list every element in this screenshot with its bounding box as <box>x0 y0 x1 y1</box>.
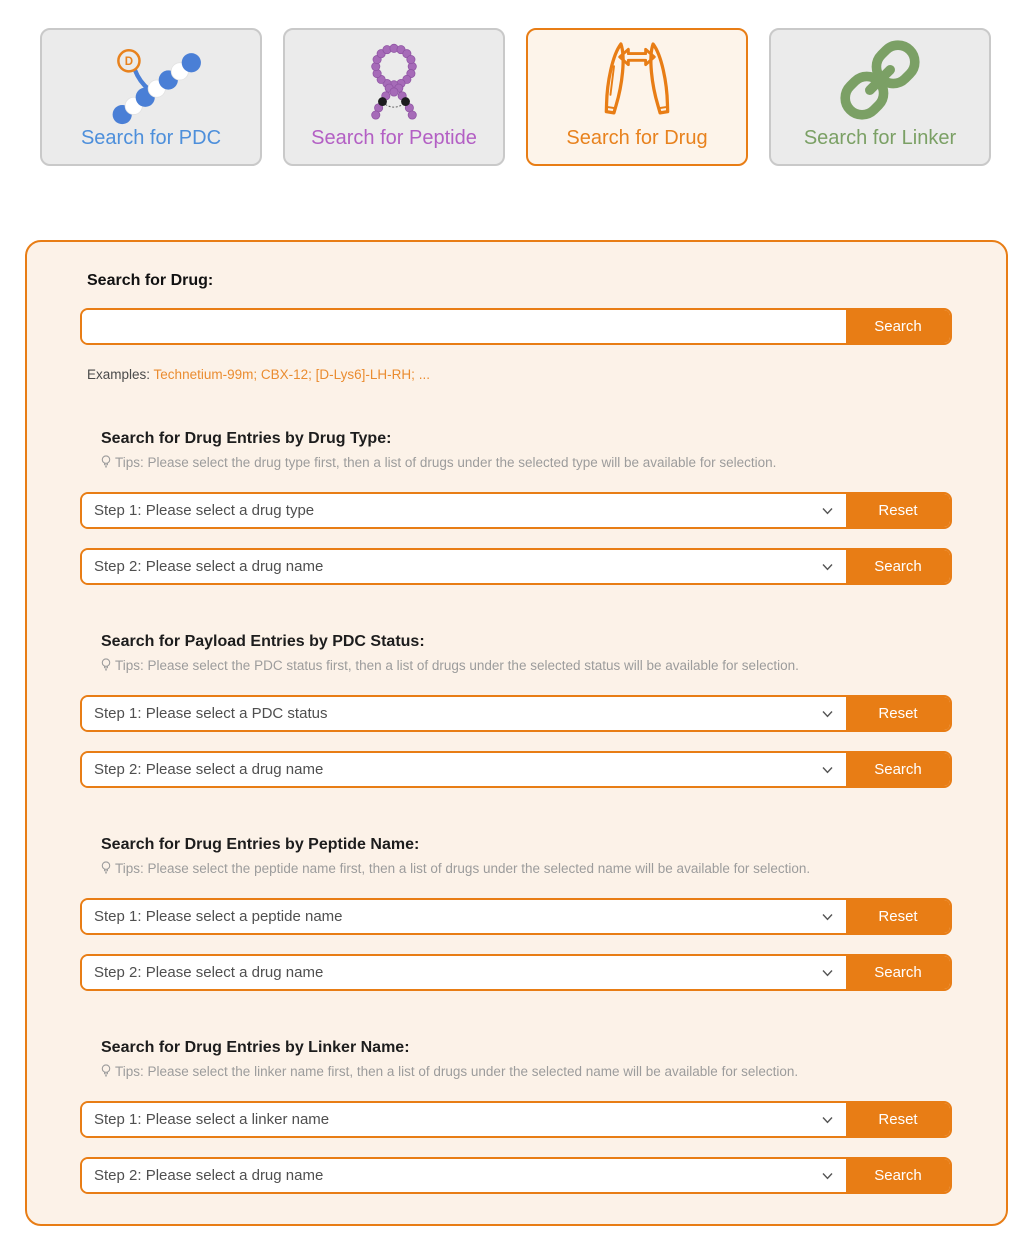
search-button[interactable]: Search <box>846 1159 950 1192</box>
tab-search-linker[interactable] <box>769 28 991 166</box>
lightbulb-icon <box>101 455 111 470</box>
search-drug-panel <box>25 240 1008 1226</box>
example-link[interactable]: Technetium-99m <box>153 367 254 382</box>
tips-text: Tips: Please select the peptide name first, then a list of drugs under the selected name will be available for selection. <box>115 861 811 876</box>
section-peptide-name <box>80 836 974 991</box>
peptide-name-select[interactable] <box>82 900 846 933</box>
tab-search-drug[interactable] <box>526 28 748 166</box>
step2-row <box>80 954 952 991</box>
section-heading: Search for Drug Entries by Peptide Name: <box>101 836 420 853</box>
tips-text: Tips: Please select the drug type first, then a list of drugs under the selected type will be available for selection. <box>115 455 777 470</box>
section-heading: Search for Payload Entries by PDC Status: <box>101 633 425 650</box>
pdc-status-select[interactable] <box>82 697 846 730</box>
step1-row <box>80 898 952 935</box>
drug-type-select[interactable] <box>82 494 846 527</box>
section-tips <box>101 658 974 673</box>
examples-label: Examples: <box>87 367 151 382</box>
peptide-loop-icon <box>344 26 444 128</box>
search-mode-tabs <box>0 0 1030 166</box>
reset-button[interactable]: Reset <box>846 697 950 730</box>
section-tips <box>101 1064 974 1079</box>
section-linker-name <box>80 1039 974 1194</box>
section-tips <box>101 455 974 470</box>
example-separator: ; <box>308 367 316 382</box>
tab-label: Search for PDC <box>80 127 222 149</box>
search-button[interactable]: Search <box>846 310 950 343</box>
drug-capsules-icon <box>579 26 695 128</box>
drug-name-select[interactable] <box>82 956 846 989</box>
drug-name-select[interactable] <box>82 753 846 786</box>
section-heading: Search for Drug Entries by Drug Type: <box>101 430 392 447</box>
drug-search-input[interactable] <box>82 310 846 343</box>
svg-text:D: D <box>124 56 134 69</box>
step2-row <box>80 1157 952 1194</box>
tab-search-pdc[interactable] <box>40 28 262 166</box>
example-separator: ; <box>253 367 261 382</box>
section-drug-type <box>80 430 974 585</box>
reset-button[interactable]: Reset <box>846 1103 950 1136</box>
section-pdc-status <box>80 633 974 788</box>
tips-text: Tips: Please select the PDC status first, then a list of drugs under the selected status will be available for selection. <box>115 658 799 673</box>
tab-label: Search for Peptide <box>311 127 477 149</box>
example-separator: ; <box>411 367 419 382</box>
lightbulb-icon <box>101 861 111 876</box>
lightbulb-icon <box>101 1064 111 1079</box>
drug-name-select[interactable] <box>82 550 846 583</box>
example-link[interactable]: [D-Lys6]-LH-RH <box>315 367 412 382</box>
section-heading: Search for Drug Entries by Linker Name: <box>101 1039 410 1056</box>
search-button[interactable]: Search <box>846 550 950 583</box>
step1-row <box>80 492 952 529</box>
drug-name-select[interactable] <box>82 1159 846 1192</box>
examples-line <box>87 367 974 382</box>
step1-row <box>80 1101 952 1138</box>
example-link[interactable]: CBX-12 <box>260 367 309 382</box>
step2-row <box>80 548 952 585</box>
step2-row <box>80 751 952 788</box>
tips-text: Tips: Please select the linker name first, then a list of drugs under the selected name will be available for selection. <box>115 1064 799 1079</box>
section-tips <box>101 861 974 876</box>
step1-row <box>80 695 952 732</box>
tab-search-peptide[interactable] <box>283 28 505 166</box>
drug-search-row <box>80 308 952 345</box>
search-button[interactable]: Search <box>846 753 950 786</box>
search-button[interactable]: Search <box>846 956 950 989</box>
reset-button[interactable]: Reset <box>846 494 950 527</box>
tab-label: Search for Drug <box>566 127 708 149</box>
examples-ellipsis: ... <box>418 367 430 382</box>
tab-label: Search for Linker <box>803 127 957 149</box>
linker-name-select[interactable] <box>82 1103 846 1136</box>
reset-button[interactable]: Reset <box>846 900 950 933</box>
panel-title: Search for Drug: <box>87 272 214 289</box>
pdc-chain-icon <box>76 26 226 128</box>
lightbulb-icon <box>101 658 111 673</box>
chain-link-icon <box>830 26 930 128</box>
